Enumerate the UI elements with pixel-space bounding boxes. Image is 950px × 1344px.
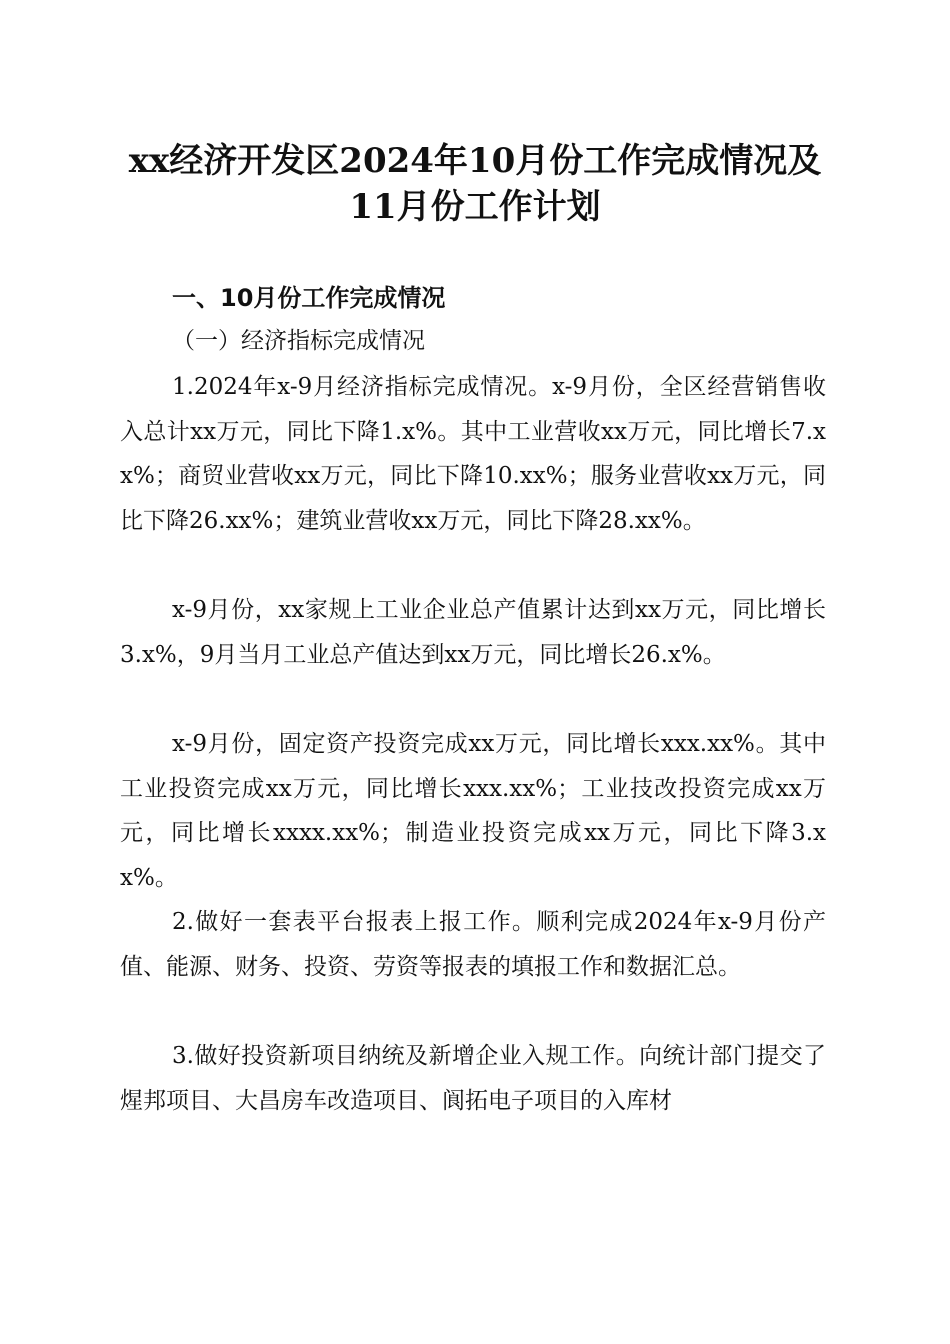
paragraph-new-projects: 3.做好投资新项目纳统及新增企业入规工作。向统计部门提交了煋邦项目、大昌房车改造项目、阆拓电子项目的入库材 [120, 1043, 826, 1114]
paragraph-industrial-output: x-9月份，xx家规上工业企业总产值累计达到xx万元，同比增长3.x%，9月当月工业总产值达到xx万元，同比增长26.x%。 [120, 597, 826, 668]
document-title-line-1: xx经济开发区2024年10月份工作完成情况及 [128, 141, 822, 181]
paragraph-economic-indicators: 1.2024年x-9月经济指标完成情况。x-9月份，全区经营销售收入总计xx万元，同比下降1.x%。其中工业营收xx万元，同比增长7.xx%；商贸业营收xx万元，同比下降10.xx%；服务业营收xx万元，同比下降26.xx%；建筑业营收xx万元，同比下降28.xx%。 [120, 374, 826, 534]
subsection-heading-economic-indicators: （一）经济指标完成情况 [172, 328, 425, 354]
paragraph-report-submission: 2.做好一套表平台报表上报工作。顺利完成2024年x-9月份产值、能源、财务、投资、劳资等报表的填报工作和数据汇总。 [120, 909, 826, 980]
paragraph-fixed-asset-investment: x-9月份，固定资产投资完成xx万元，同比增长xxx.xx%。其中工业投资完成xx万元，同比增长xxx.xx%；工业技改投资完成xx万元，同比增长xxxx.xx%；制造业投资完成xx万元，同比下降3.xx%。 [120, 731, 826, 891]
document-title-line-2: 11月份工作计划 [349, 187, 601, 227]
section-heading-october-work: 一、10月份工作完成情况 [172, 284, 446, 312]
